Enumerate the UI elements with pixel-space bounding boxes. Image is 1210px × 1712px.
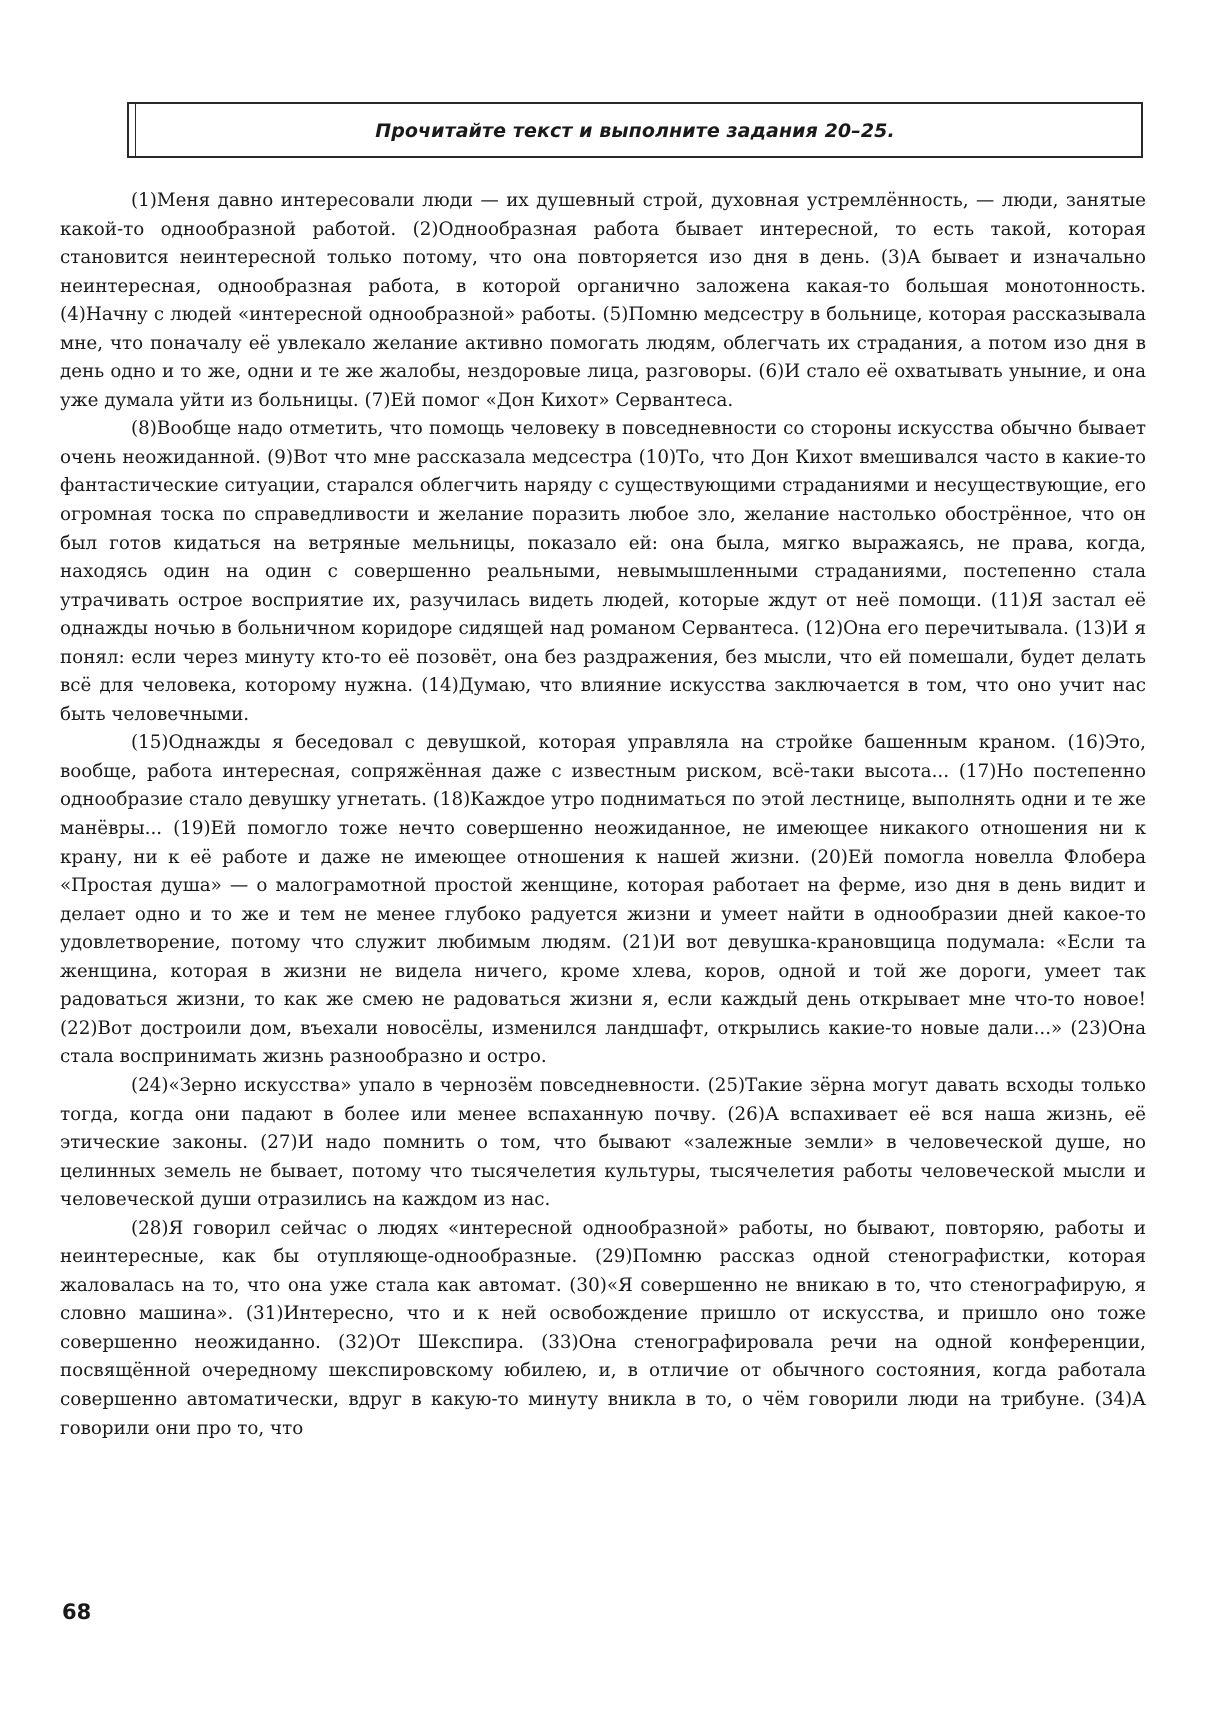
paragraph-5: (28)Я говорил сейчас о людях «интересной однообразной» работы, но бывают, повторяю, работы и неинтересные, как бы отупляюще-однообразные. (29)Помню рассказ одной стенографистки, которая жаловалась на то, что она уже стала как автомат. (30)«Я совершенно не вникаю в то, что стенографирую, я словно машина». (31)Интересно, что и к ней освобождение пришло от искусства, и пришло оно тоже совершенно неожиданно. (32)От Шекспира. (33)Она стенографировала речи на одной конференции, посвящённой очередному шекспировскому юбилею, и, в отличие от обычного состояния, когда работала совершенно автоматически, вдруг в какую-то минуту вникла в то, о чём говорили люди на трибуне. (34)А говорили они про то, что (60, 1217, 1146, 1439)
paragraph-3: (15)Однажды я беседовал с девушкой, которая управляла на стройке башенным краном. (16)Это, вообще, работа интересная, сопряжённая даже с известным риском, всё-таки высота... (17)Но постепенно однообразие стало девушку угнетать. (18)Каждое утро подниматься по этой лестнице, выполнять одни и те же манёвры... (19)Ей помогло тоже нечто совершенно неожиданное, не имеющее никакого отношения ни к крану, ни к её работе и даже не имеющее отношения к нашей жизни. (20)Ей помогла новелла Флобера «Простая душа» — о малограмотной простой женщине, которая работает на ферме, изо дня в день видит и делает одно и то же и тем не менее глубоко радуется жизни и умеет найти в однообразии дней какое-то удовлетворение, потому что служит любимым людям. (21)И вот девушка-крановщица подумала: «Если та женщина, которая в жизни не видела ничего, кроме хлева, коров, одной и той же дороги, умеет так радоваться жизни, то как же смею не радоваться жизни я, если каждый день открывает мне что-то новое! (22)Вот достроили дом, въехали новосёлы, изменился ландшафт, открылись какие-то новые дали...» (23)Она стала воспринимать жизнь разнообразно и остро. (60, 732, 1146, 1068)
reading-text (60, 187, 1146, 1443)
paragraph-4: (24)«Зерно искусства» упало в чернозём повседневности. (25)Такие зёрна могут давать всходы только тогда, когда они падают в более или менее вспаханную почву. (26)А вспахивает её вся наша жизнь, её этические законы. (27)И надо помнить о том, что бывают «залежные земли» в человеческой душе, но целинных земель не бывает, потому что тысячелетия культуры, тысячелетия работы человеческой мысли и человеческой души отразились на каждом из нас. (60, 1074, 1146, 1211)
task-header-box (127, 102, 1143, 158)
paragraph-2: (8)Вообще надо отметить, что помощь человеку в повседневности со стороны искусства обычно бывает очень неожиданной. (9)Вот что мне рассказала медсестра (10)То, что Дон Кихот вмешивался часто в какие-то фантастические ситуации, старался облегчить наряду с существующими страданиями и несуществующие, его огромная тоска по справедливости и желание поразить любое зло, желание настолько обострённое, что он был готов кидаться на ветряные мельницы, показало ей: она была, мягко выражаясь, не права, когда, находясь один на один с совершенно реальными, невымышленными страданиями, постепенно стала утрачивать острое восприятие их, разучилась видеть людей, которые ждут от неё помощи. (11)Я застал её однажды ночью в больничном коридоре сидящей над романом Сервантеса. (12)Она его перечитывала. (13)И я понял: если через минуту кто-то её позовёт, она без раздражения, без мысли, что ей помешали, будет делать всё для человека, которому нужна. (14)Думаю, что влияние искусства заключается в том, что оно учит нас быть человечными. (60, 418, 1146, 725)
paragraph-1: (1)Меня давно интересовали люди — их душевный строй, духовная устремлённость, — люди, занятые какой-то однообразной работой. (2)Однообразная работа бывает интересной, то есть такой, которая становится неинтересной только потому, что она повторяется изо дня в день. (3)А бывает и изначально неинтересная, однообразная работа, в которой органично заложена какая-то большая монотонность. (4)Начну с людей «интересной однообразной» работы. (5)Помню медсестру в больнице, которая рассказывала мне, что поначалу её увлекало желание активно помогать людям, облегчать их страдания, а потом изо дня в день одно и то же, одни и те же жалобы, нездоровые лица, разговоры. (6)И стало её охватывать уныние, и она уже думала уйти из больницы. (7)Ей помог «Дон Кихот» Сервантеса. (60, 190, 1146, 411)
task-header-title: Прочитайте текст и выполните задания 20–25. (375, 120, 895, 142)
page-number: 68 (62, 1600, 92, 1624)
